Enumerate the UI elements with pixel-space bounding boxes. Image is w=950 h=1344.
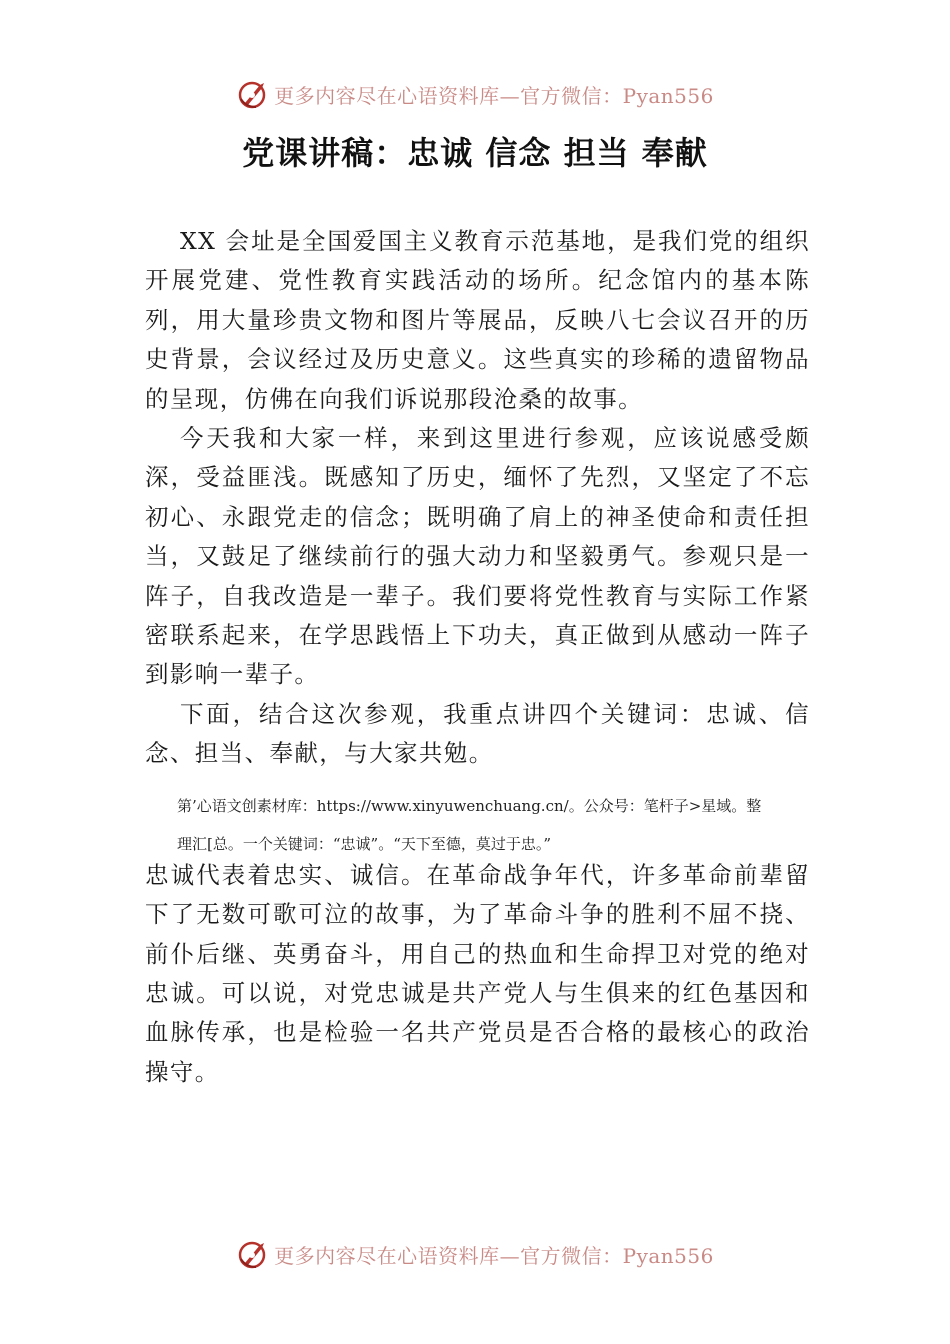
paragraph-2: 今天我和大家一样，来到这里进行参观，应该说感受颇深，受益匪浅。既感知了历史，缅怀了先烈，又坚定了不忘初心、永跟党走的信念；既明确了肩上的神圣使命和责任担当，又鼓足了继续前行的强大动力和坚毅勇气。参观只是一阵子，自我改造是一辈子。我们要将党性教育与实际工作紧密联系起来，在学思践悟上下功夫，真正做到从感动一阵子到影响一辈子。 [145, 424, 810, 689]
paragraph-4: 忠诚代表着忠实、诚信。在革命战争年代，许多革命前辈留下了无数可歌可泣的故事，为了革命斗争的胜利不屈不挠、前仆后继、英勇奋斗，用自己的热血和生命捍卫对党的绝对忠诚。可以说，对党忠诚是共产党人与生俱来的红色基因和血脉传承，也是检验一名共产党员是否合格的最核心的政治操守。 [145, 860, 810, 1086]
header-brand-text: 更多内容尽在心语资料库—官方微信：Pyan556 [274, 83, 714, 108]
pen-nib-logo-icon [236, 1237, 270, 1271]
pen-nib-logo-icon [236, 77, 270, 111]
document-body [145, 222, 810, 1092]
paragraph-1: XX 会址是全国爱国主义教育示范基地，是我们党的组织开展党建、党性教育实践活动的场所。纪念馆内的基本陈列，用大量珍贵文物和图片等展品，反映八七会议召开的历史背景，会议经过及历史意义。这些真实的珍稀的遗留物品的呈现，仿佛在向我们诉说那段沧桑的故事。 [145, 227, 810, 413]
footer-banner [0, 1234, 950, 1274]
paragraph-3: 下面，结合这次参观，我重点讲四个关键词：忠诚、信念、担当、奉献，与大家共勉。 [145, 699, 810, 768]
page-title: 党课讲稿：忠诚 信念 担当 奉献 [242, 134, 708, 172]
header-banner [0, 74, 950, 114]
footer-brand-text: 更多内容尽在心语资料库—官方微信：Pyan556 [274, 1243, 714, 1268]
source-note-line-2: 理汇[总。一个关键词：“忠诚”。“天下至德，莫过于忠。” [177, 834, 552, 853]
source-note-line-1: 第’心语文创素材库：https://www.xinyuwenchuang.cn/。公众号：笔杆子>星域。整 [177, 796, 762, 815]
